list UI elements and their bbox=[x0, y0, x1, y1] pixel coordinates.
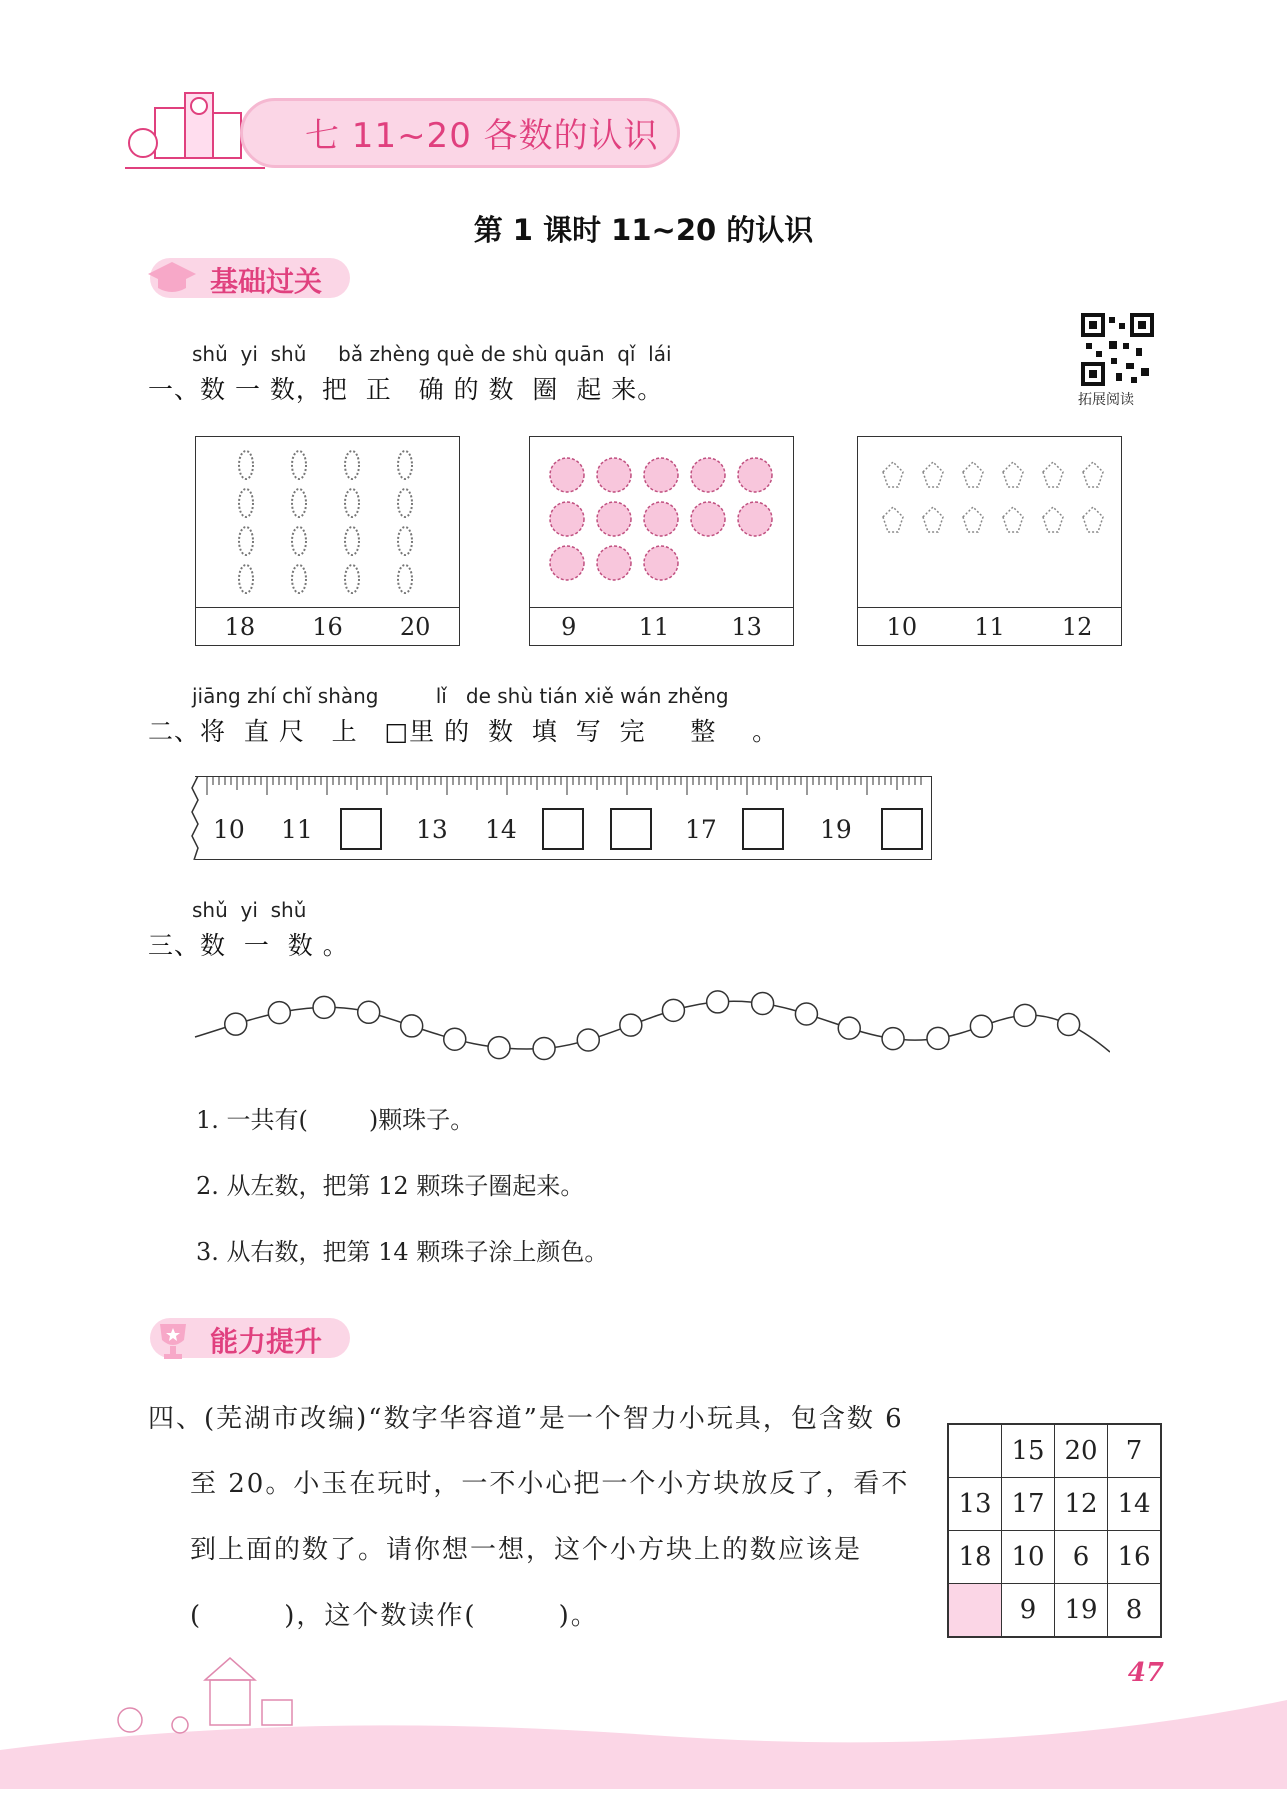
q1-box1-option[interactable]: 18 bbox=[224, 613, 256, 641]
bead[interactable] bbox=[268, 1002, 290, 1024]
bead[interactable] bbox=[533, 1037, 555, 1059]
bead[interactable] bbox=[313, 996, 335, 1018]
section-basic-label: 基础过关 bbox=[210, 265, 323, 298]
page-number: 47 bbox=[1127, 1658, 1164, 1688]
grid-cell: 8 bbox=[1108, 1584, 1162, 1638]
graduation-cap-icon bbox=[146, 258, 198, 302]
ruler-answer-box[interactable] bbox=[542, 808, 584, 850]
q1-box-2 bbox=[529, 436, 794, 646]
grid-cell: 15 bbox=[1002, 1424, 1055, 1478]
q1-box-1 bbox=[195, 436, 460, 646]
q1-box2-option[interactable]: 11 bbox=[638, 613, 670, 641]
bead-string bbox=[190, 980, 1110, 1084]
q1-box1-option[interactable]: 16 bbox=[312, 613, 343, 641]
grid-cell: 20 bbox=[1055, 1424, 1108, 1478]
bead[interactable] bbox=[401, 1015, 423, 1037]
bead[interactable] bbox=[577, 1029, 599, 1051]
q3-item-1: 1. 一共有( )颗珠子。 bbox=[196, 1106, 475, 1134]
bead[interactable] bbox=[795, 1003, 817, 1025]
bead[interactable] bbox=[662, 999, 684, 1021]
grid-cell bbox=[948, 1424, 1002, 1478]
q2-title: 二、将 直 尺 上 □里 的 数 填 写 完 整 。 bbox=[148, 717, 779, 746]
q3-item-3: 3. 从右数，把第 14 颗珠子涂上颜色。 bbox=[196, 1238, 609, 1266]
bead[interactable] bbox=[1014, 1004, 1036, 1026]
bead[interactable] bbox=[1058, 1013, 1080, 1035]
q3-item-2: 2. 从左数，把第 12 颗珠子圈起来。 bbox=[196, 1172, 585, 1200]
grid-cell: 18 bbox=[948, 1531, 1002, 1584]
grid-cell: 19 bbox=[1055, 1584, 1108, 1638]
q1-box3-option[interactable]: 11 bbox=[974, 613, 1005, 641]
ruler-label: 13 bbox=[416, 815, 448, 844]
ruler-label: 17 bbox=[685, 815, 717, 844]
ruler-label: 11 bbox=[281, 815, 313, 844]
q1-box-3 bbox=[857, 436, 1122, 646]
q2-pinyin: jiāng zhí chǐ shàng lǐ de shù tián xiě wán zhěng bbox=[192, 684, 729, 708]
flower-picture bbox=[530, 437, 793, 607]
bead[interactable] bbox=[970, 1015, 992, 1037]
ruler-label: 19 bbox=[820, 815, 852, 844]
ruler-torn-edge bbox=[190, 776, 204, 864]
qr-label: 拓展阅读 bbox=[1078, 392, 1134, 408]
trophy-icon bbox=[150, 1318, 196, 1368]
bead[interactable] bbox=[620, 1014, 642, 1036]
q3-title: 三、数 一 数 。 bbox=[148, 931, 349, 960]
q4-line-4: ( )，这个数读作( )。 bbox=[190, 1601, 599, 1631]
section-advanced-label: 能力提升 bbox=[210, 1325, 323, 1358]
ruler-answer-box[interactable] bbox=[610, 808, 652, 850]
ruler-answer-box[interactable] bbox=[340, 808, 382, 850]
number-puzzle-grid bbox=[947, 1423, 1162, 1638]
bead[interactable] bbox=[488, 1037, 510, 1059]
vase-picture bbox=[196, 437, 459, 607]
grid-cell: 13 bbox=[948, 1478, 1002, 1531]
chapter-title: 七 11~20 各数的认识 bbox=[305, 116, 659, 156]
grid-cell: 16 bbox=[1108, 1531, 1162, 1584]
q1-box3-option[interactable]: 12 bbox=[1061, 613, 1093, 641]
bead[interactable] bbox=[707, 991, 729, 1013]
ruler-answer-box[interactable] bbox=[742, 808, 784, 850]
bead[interactable] bbox=[444, 1028, 466, 1050]
qr-code-icon[interactable] bbox=[1081, 313, 1154, 386]
ruler-answer-box[interactable] bbox=[881, 808, 923, 850]
animal-picture bbox=[858, 437, 1121, 607]
grid-cell: 12 bbox=[1055, 1478, 1108, 1531]
grid-cell: 6 bbox=[1055, 1531, 1108, 1584]
bead[interactable] bbox=[927, 1027, 949, 1049]
q4-line-2: 至 20。小玉在玩时，一不小心把一个小方块放反了，看不 bbox=[190, 1469, 910, 1499]
lesson-title: 第 1 课时 11~20 的认识 bbox=[473, 213, 814, 247]
grid-cell: 10 bbox=[1002, 1531, 1055, 1584]
footer-decoration bbox=[0, 1640, 1287, 1789]
q4-line-1: 四、(芜湖市改编)“数字华容道”是一个智力小玩具，包含数 6 bbox=[148, 1404, 904, 1434]
q1-box2-option[interactable]: 9 bbox=[561, 613, 577, 641]
q1-pinyin: shǔ yi shǔ bǎ zhèng què de shù quān qǐ lái bbox=[192, 342, 672, 366]
q4-line-3: 到上面的数了。请你想一想，这个小方块上的数应该是 bbox=[190, 1535, 863, 1565]
bead[interactable] bbox=[752, 992, 774, 1014]
q3-pinyin: shǔ yi shǔ bbox=[192, 898, 307, 922]
bead[interactable] bbox=[882, 1028, 904, 1050]
grid-cell: 9 bbox=[1002, 1584, 1055, 1638]
q1-box3-option[interactable]: 10 bbox=[886, 613, 918, 641]
q1-box2-option[interactable]: 13 bbox=[731, 613, 762, 641]
bead[interactable] bbox=[225, 1013, 247, 1035]
ruler-label: 14 bbox=[485, 815, 517, 844]
grid-cell: 7 bbox=[1108, 1424, 1162, 1478]
q1-box1-option[interactable]: 20 bbox=[399, 613, 431, 641]
grid-cell: 17 bbox=[1002, 1478, 1055, 1531]
q1-title: 一、数 一 数，把 正 确 的 数 圈 起 来。 bbox=[148, 375, 664, 404]
grid-cell-flipped[interactable] bbox=[948, 1584, 1002, 1638]
bead[interactable] bbox=[358, 1001, 380, 1023]
bead[interactable] bbox=[838, 1017, 860, 1039]
ruler-label: 10 bbox=[213, 815, 245, 844]
grid-cell: 14 bbox=[1108, 1478, 1162, 1531]
